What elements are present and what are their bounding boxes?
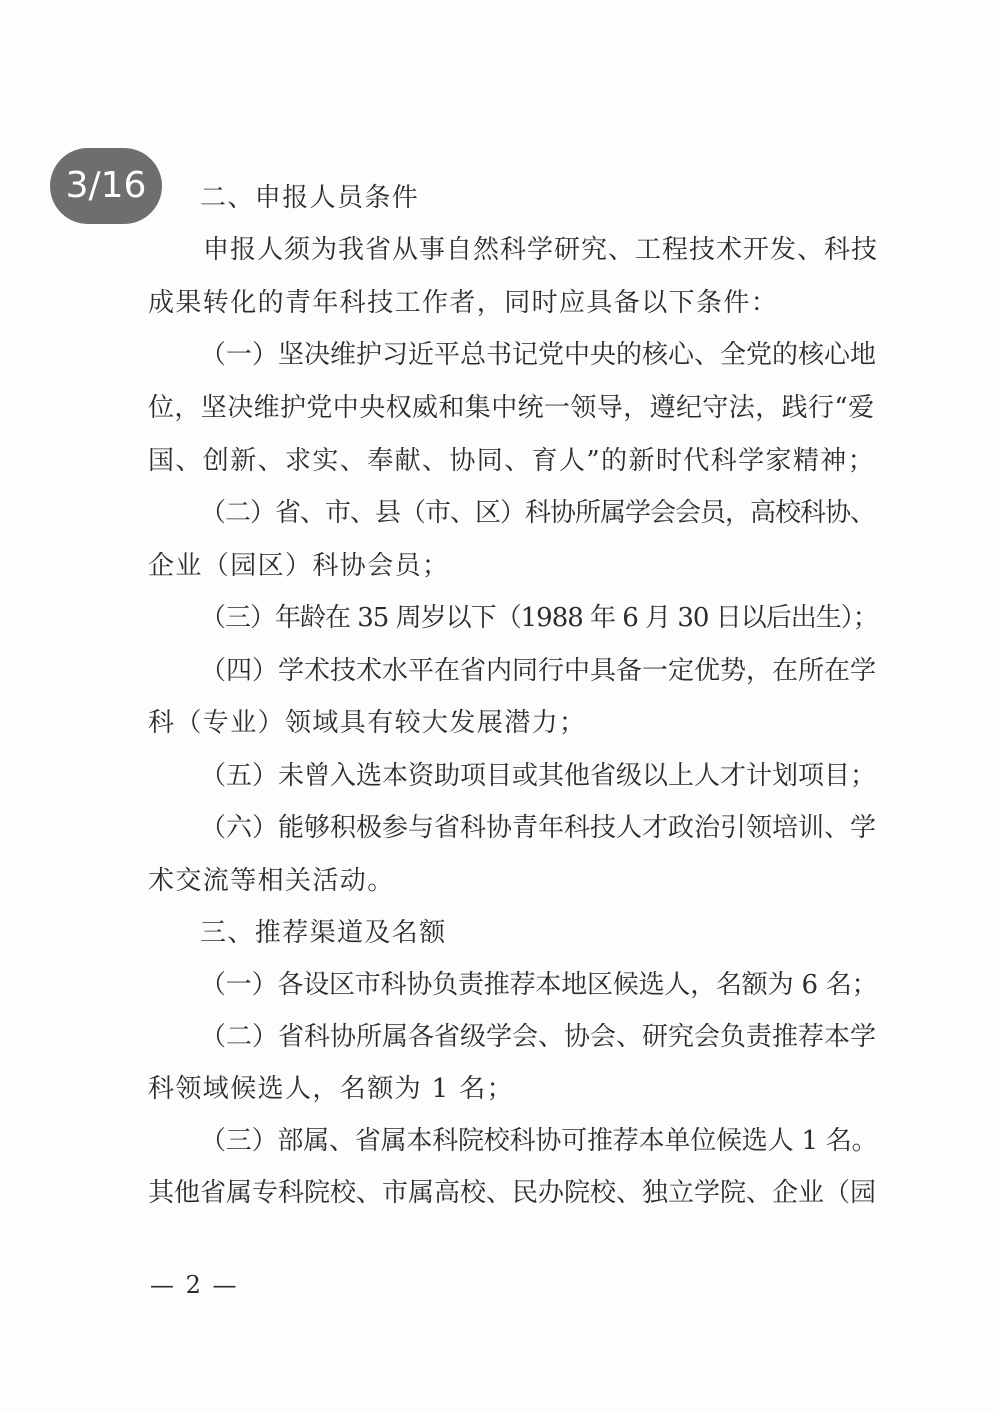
paragraph-line: （四）学术技术水平在省内同行中具备一定优势，在所在学 (200, 656, 877, 686)
paragraph-line: 申报人须为我省从事自然科学研究、工程技术开发、科技 (203, 235, 879, 265)
paragraph-line: （六）能够积极参与省科协青年科技人才政治引领培训、学 (200, 813, 877, 843)
paragraph-line: （一）各设区市科协负责推荐本地区候选人，名额为 6 名； (200, 970, 878, 1000)
paragraph-line: （三）部属、省属本科院校科协可推荐本单位候选人 1 名。 (200, 1126, 878, 1156)
paragraph-line: （三）年龄在 35 周岁以下（1988 年 6 月 30 日以后出生）； (200, 603, 878, 633)
paragraph-line: 科（专业）领域具有较大发展潜力； (148, 708, 587, 738)
paragraph-line: （二）省、市、县（市、区）科协所属学会会员，高校科协、 (200, 498, 876, 528)
paragraph-line: （五）未曾入选本资助项目或其他省级以上人才计划项目； (200, 761, 877, 791)
paragraph-line: 企业（园区）科协会员； (148, 551, 450, 581)
page-indicator-badge: 3/16 (50, 148, 162, 224)
page-number: — 2 — (150, 1271, 239, 1299)
paragraph-line: 术交流等相关活动。 (148, 866, 395, 896)
paragraph-line: （一）坚决维护习近平总书记党中央的核心、全党的核心地 (200, 340, 877, 370)
paragraph-line: （二）省科协所属各省级学会、协会、研究会负责推荐本学 (200, 1022, 877, 1052)
paragraph-line: 位，坚决维护党中央权威和集中统一领导，遵纪守法，践行“爱 (148, 393, 875, 423)
section-heading-conditions: 二、申报人员条件 (200, 183, 420, 213)
paragraph-line: 科领域候选人，名额为 1 名； (148, 1074, 515, 1104)
paragraph-line: 国、创新、求实、奉献、协同、育人”的新时代科学家精神； (148, 446, 876, 476)
paragraph-line: 其他省属专科院校、市属高校、民办院校、独立学院、企业（园 (148, 1178, 877, 1208)
paragraph-line: 成果转化的青年科技工作者，同时应具备以下条件： (148, 288, 779, 318)
section-heading-recommendation: 三、推荐渠道及名额 (200, 918, 447, 948)
